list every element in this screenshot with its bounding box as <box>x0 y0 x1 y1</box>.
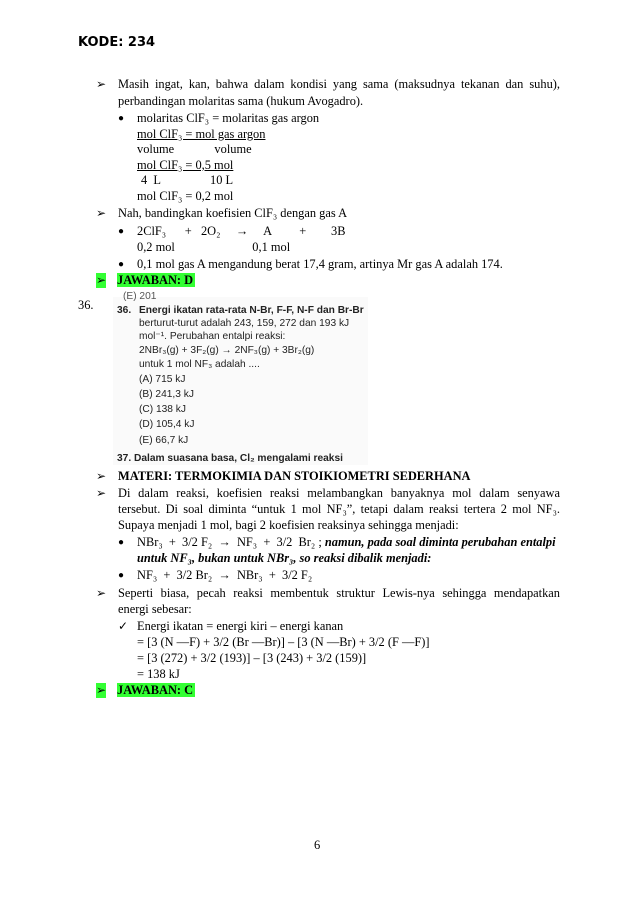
arrow-bullet-icon: ➢ <box>96 273 107 287</box>
materi-title: MATERI: TERMOKIMIA DAN STOIKIOMETRI SEDERHANA <box>118 469 471 483</box>
option-c: (C) 138 kJ <box>139 404 186 415</box>
equation-2: NF₃ + 3/2 Br₂ → NBr₃ + 3/2 F₂ <box>137 568 313 582</box>
question-stem-line2: berturut-turut adalah 243, 159, 272 dan 193 kJ <box>139 318 350 329</box>
arrow-bullet-icon: ➢ <box>96 206 107 220</box>
bullet-dot-icon: ● <box>118 570 125 581</box>
fraction1-numerator-text: mol ClF₃ = mol gas argon <box>137 127 266 141</box>
mol-result: mol ClF₃ = 0,2 mol <box>137 189 234 203</box>
question-stem-number: 36. <box>117 305 132 316</box>
materi-para-line3: Supaya menjadi 1 mol, bagi 2 koefisien reaksinya sehingga menjadi: <box>118 518 459 532</box>
energy-definition: Energi ikatan = energi kiri – energi kanan <box>137 619 344 633</box>
answer-d-text: JAWABAN: D <box>117 273 194 287</box>
question-stem-line1: Energi ikatan rata-rata N-Br, F-F, N-F dan Br-Br <box>139 305 364 316</box>
question-reaction: 2NBr₃(g) + 3F₂(g) → 2NF₃(g) + 3Br₂(g) <box>139 345 315 356</box>
koefisien-intro: Nah, bandingkan koefisien ClF₃ dengan gas A <box>118 206 348 220</box>
bullet-dot-icon: ● <box>118 537 125 548</box>
page-number: 6 <box>314 838 321 852</box>
calculation-step1: = [3 (N —F) + 3/2 (Br —Br)] – [3 (N —Br) + 3/2 (F —F)] <box>137 635 430 649</box>
question-next: 37. Dalam suasana basa, Cl₂ mengalami reaksi <box>117 453 343 464</box>
reaction-moles: 0,2 mol 0,1 mol <box>137 240 291 254</box>
question-prev-option: (E) 201 <box>123 291 157 302</box>
equation-1-text: NBr₃ + 3/2 F₂ → NF₃ + 3/2 Br₂ ; <box>137 535 322 549</box>
question-number: 36. <box>78 298 94 312</box>
option-a: (A) 715 kJ <box>139 374 186 385</box>
bullet-dot-icon: ● <box>118 113 125 124</box>
document-code: KODE: 234 <box>78 35 156 50</box>
avogadro-intro-line2: perbandingan molaritas sama (hukum Avogadro). <box>118 94 364 108</box>
answer-d <box>117 273 195 288</box>
molaritas-equation: molaritas ClF₃ = molaritas gas argon <box>137 111 320 125</box>
calculation-step3: = 138 kJ <box>137 667 180 681</box>
bullet-dot-icon: ● <box>118 226 125 237</box>
answer-c-text: JAWABAN: C <box>117 683 194 697</box>
fraction2-denominator: 4 L 10 L <box>141 173 234 187</box>
question-stem-line5: untuk 1 mol NF₃ adalah .... <box>139 359 260 370</box>
option-d: (D) 105,4 kJ <box>139 419 195 430</box>
reaction-equation: 2ClF₃ + 2O₂ → A + 3B <box>137 224 346 238</box>
equation-1-note-line2: untuk NF₃, bukan untuk NBr₃, so reaksi dibalik menjadi: <box>137 551 432 565</box>
question-36-image <box>113 291 368 465</box>
arrow-bullet-icon: ➢ <box>96 486 107 500</box>
materi-para-line1: Di dalam reaksi, koefisien reaksi melambangkan banyaknya mol dalam senyawa <box>118 486 560 500</box>
arrow-bullet-icon: ➢ <box>96 77 107 91</box>
lewis-line1: Seperti biasa, pecah reaksi membentuk struktur Lewis-nya sehingga mendapatkan <box>118 586 560 600</box>
arrow-bullet-icon: ➢ <box>96 683 107 697</box>
option-e: (E) 66,7 kJ <box>139 435 189 446</box>
avogadro-intro-line1: Masih ingat, kan, bahwa dalam kondisi yang sama (maksudnya tekanan dan suhu), <box>118 77 560 91</box>
option-b: (B) 241,3 kJ <box>139 389 194 400</box>
materi-para-line2: tersebut. Di soal diminta “untuk 1 mol NF₃”, tetapi dalam reaksi tertera 2 mol NF₃. <box>118 502 560 516</box>
calculation-step2: = [3 (272) + 3/2 (193)] – [3 (243) + 3/2 (159)] <box>137 651 367 665</box>
answer-c <box>117 683 195 698</box>
question-stem-line3: mol⁻¹. Perubahan entalpi reaksi: <box>139 331 286 342</box>
bullet-dot-icon: ● <box>118 259 125 270</box>
fraction1-numerator <box>137 127 265 142</box>
lewis-line2: energi sebesar: <box>118 602 192 616</box>
equation-1 <box>137 535 556 550</box>
equation-1-note: namun, pada soal diminta perubahan entalpi <box>324 535 556 549</box>
arrow-bullet-icon: ➢ <box>96 469 107 483</box>
fraction2-numerator <box>137 158 233 173</box>
fraction1-denominator: volume volume <box>137 142 252 156</box>
fraction2-numerator-text: mol ClF₃ = 0,5 mol <box>137 158 234 172</box>
mr-conclusion: 0,1 mol gas A mengandung berat 17,4 gram, artinya Mr gas A adalah 174. <box>137 257 503 271</box>
arrow-bullet-icon: ➢ <box>96 586 107 600</box>
checkmark-icon: ✓ <box>118 619 129 633</box>
